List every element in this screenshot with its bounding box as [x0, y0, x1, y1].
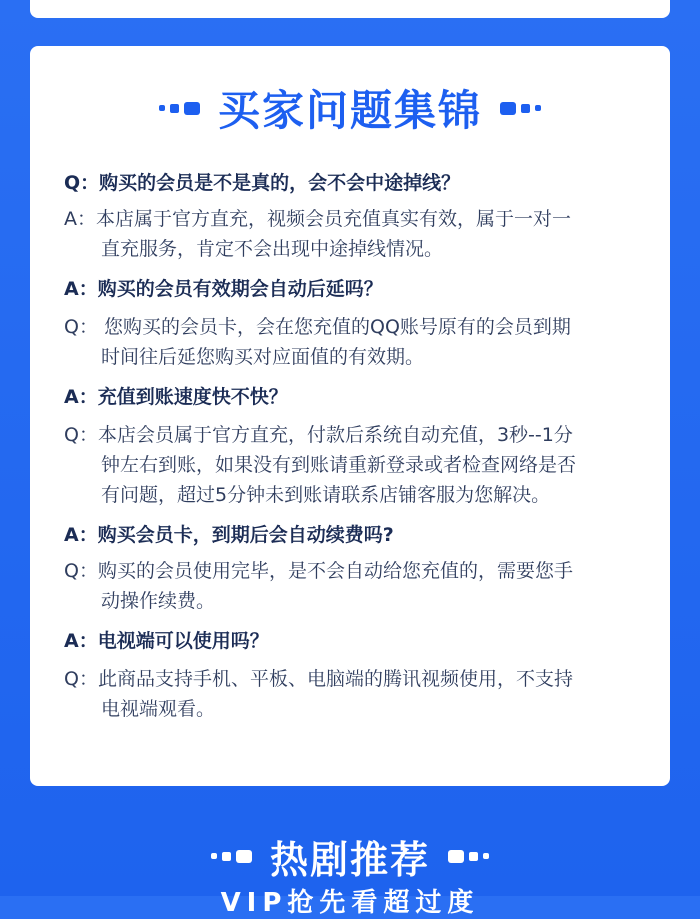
faq-answer — [64, 204, 634, 264]
faq-line: Q：购买的会员是不是真的，会不会中途掉线？ — [64, 172, 461, 194]
recommend-subtitle-partial: VIP抢先看超过度 — [220, 888, 480, 918]
left-dots-decoration — [159, 102, 200, 115]
faq-section-title — [0, 78, 700, 138]
faq-title-text: 买家问题集锦 — [217, 86, 482, 135]
faq-question — [64, 168, 634, 198]
faq-question — [64, 274, 634, 304]
faq-line: Q：购买的会员使用完毕，是不会自动给您充值的，需要您手 — [64, 560, 573, 582]
previous-card-bottom — [30, 0, 670, 18]
right-dots-decoration — [500, 102, 541, 115]
faq-line: Q：本店会员属于官方直充，付款后系统自动充值，3秒--1分 — [64, 424, 573, 446]
faq-question — [64, 520, 634, 550]
faq-answer — [64, 664, 634, 724]
faq-line: A：购买的会员有效期会自动后延吗？ — [64, 278, 383, 300]
faq-line: 时间往后延您购买对应面值的有效期。 — [101, 346, 425, 368]
faq-line: 有问题，超过5分钟未到账请联系店铺客服为您解决。 — [101, 484, 551, 506]
faq-line: 电视端观看。 — [101, 698, 216, 720]
recommend-section-title — [0, 826, 700, 886]
faq-answer — [64, 312, 634, 372]
recommend-title-text: 热剧推荐 — [269, 837, 430, 882]
faq-line: A：购买会员卡，到期后会自动续费吗? — [64, 524, 394, 546]
faq-question — [64, 626, 634, 656]
faq-answer — [64, 556, 634, 616]
faq-line: 动操作续费。 — [101, 590, 216, 612]
faq-line: A：本店属于官方直充，视频会员充值真实有效，属于一对一 — [64, 208, 571, 230]
faq-line: Q：此商品支持手机、平板、电脑端的腾讯视频使用，不支持 — [64, 668, 573, 690]
left-dots-decoration — [211, 850, 252, 863]
faq-line: 钟左右到账，如果没有到账请重新登录或者检查网络是否 — [101, 454, 577, 476]
faq-line: Q： 您购买的会员卡，会在您充值的QQ账号原有的会员到期 — [64, 316, 571, 338]
faq-line: 直充服务，肯定不会出现中途掉线情况。 — [101, 238, 444, 260]
faq-line: A：充值到账速度快不快？ — [64, 386, 288, 408]
faq-question — [64, 382, 634, 412]
right-dots-decoration — [448, 850, 489, 863]
faq-line: A：电视端可以使用吗？ — [64, 630, 269, 652]
faq-answer — [64, 420, 634, 510]
